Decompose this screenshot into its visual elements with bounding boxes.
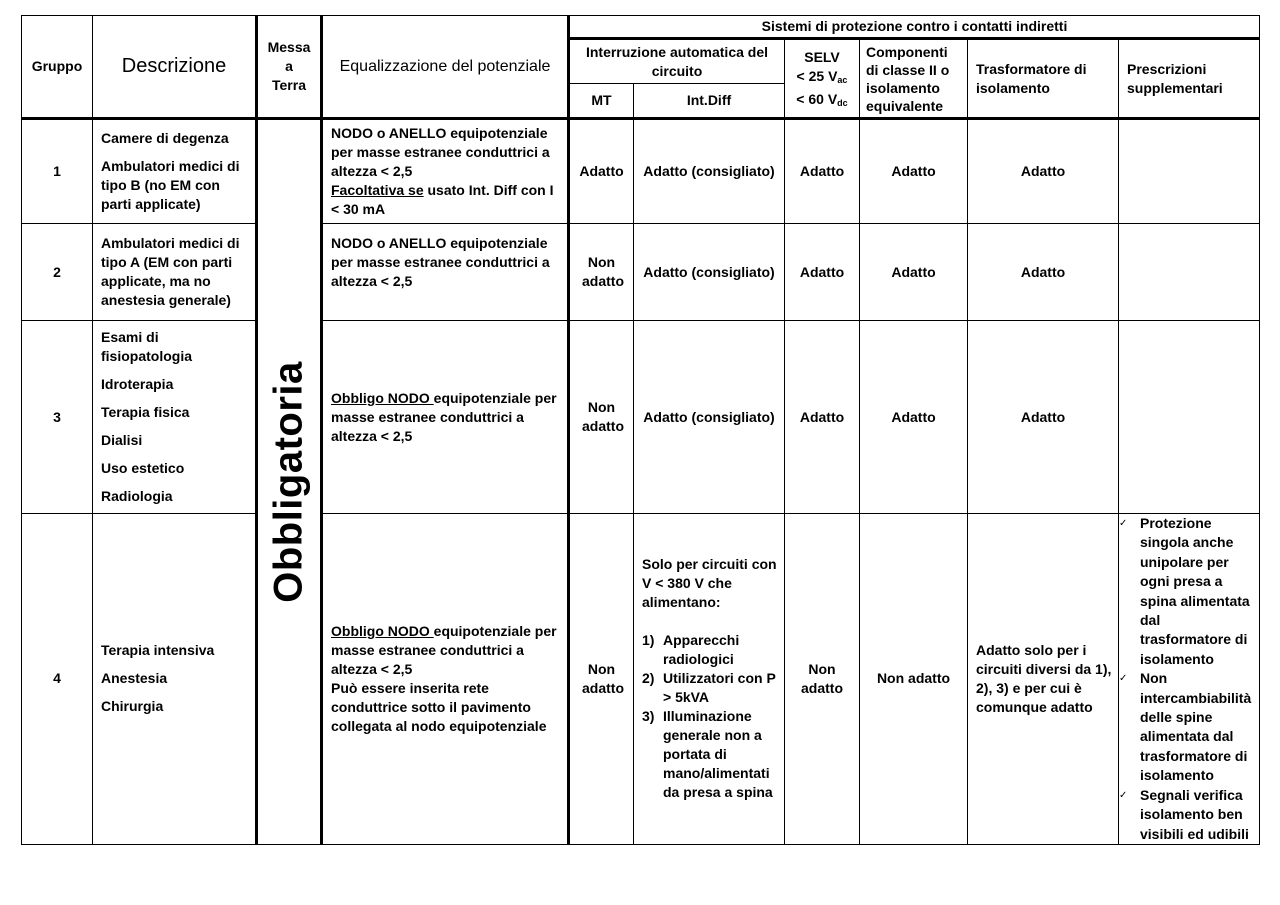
header-selv [785, 39, 860, 119]
header-selv-label: SELV [804, 49, 840, 65]
equalizzazione-extra: Può essere inserita rete conduttrice sotto il pavimento collegata al nodo equipotenziale [331, 679, 547, 734]
descrizione-item: Terapia fisica [101, 404, 190, 420]
header-selv-dc: < 60 $V_{dc}$ [796, 91, 848, 108]
int-diff-list-item: 1) Apparecchi radiologici [642, 632, 740, 668]
componenti-cell: Adatto [860, 119, 968, 224]
equalizzazione-cell [322, 321, 569, 514]
descrizione-item: Chirurgia [101, 698, 164, 715]
trasformatore-cell: Adatto [968, 224, 1119, 321]
descrizione-item: Radiologia [101, 488, 173, 504]
gruppo-cell: 3 [22, 321, 93, 514]
prescrizioni-item: ✓ Non intercambiabilità delle spine alimentata dal trasformatore di isolamento [1119, 670, 1252, 784]
header-interruzione: Interruzione automatica del circuito [569, 39, 785, 84]
header-componenti: Componenti di classe II o isolamento equivalente [860, 39, 968, 119]
list-number: 2) [642, 670, 655, 687]
equalizzazione-rest: equipotenziale per masse estranee conduttrici a altezza < 2,5 [331, 622, 557, 677]
header-messa-line-3: Terra [272, 77, 306, 93]
descrizione-cell [93, 224, 257, 321]
int-diff-intro: Solo per circuiti con V < 380 V che alimentano: [642, 556, 777, 611]
messa-a-terra-cell [257, 119, 322, 845]
trasformatore-cell: Adatto [968, 119, 1119, 224]
prescrizioni-cell [1119, 224, 1260, 321]
table-row [22, 514, 1260, 845]
int-diff-list [642, 631, 780, 802]
header-messa-a-terra [257, 16, 322, 119]
list-number: 1) [642, 632, 655, 649]
selv-cell: Adatto [785, 321, 860, 514]
table-row [22, 224, 1260, 321]
table-row [22, 119, 1260, 224]
descrizione-cell [93, 514, 257, 845]
descrizione-item: Terapia intensiva [101, 642, 215, 659]
descrizione-item: Ambulatori medici di tipo A (EM con parti applicate, ma no anestesia generale) [101, 235, 240, 308]
header-gruppo: Gruppo [22, 16, 93, 119]
table-row [22, 321, 1260, 514]
equalizzazione-cell [322, 119, 569, 224]
selv-cell: Adatto [785, 224, 860, 321]
mt-cell: Non adatto [569, 321, 634, 514]
int-diff-cell: Adatto (consigliato) [634, 224, 785, 321]
header-sistemi: Sistemi di protezione contro i contatti indiretti [569, 16, 1260, 39]
int-diff-cell: Adatto (consigliato) [634, 119, 785, 224]
int-diff-list-item: 2) Utilizzatori con P > 5kVA [642, 670, 776, 706]
prescrizioni-list [1119, 514, 1255, 844]
prescrizioni-cell [1119, 119, 1260, 224]
descrizione-item: Anestesia [101, 670, 168, 687]
prescrizioni-item: ✓ Segnali verifica isolamento ben visibili ed udibili [1119, 786, 1249, 842]
mt-cell: Non adatto [569, 514, 634, 845]
equalizzazione-underlined: Facoltativa se [331, 182, 424, 198]
prescrizioni-cell [1119, 514, 1260, 845]
header-int-diff: Int.Diff [634, 84, 785, 119]
gruppo-cell: 1 [22, 119, 93, 224]
componenti-cell: Non adatto [860, 514, 968, 845]
prescrizioni-cell [1119, 321, 1260, 514]
prescrizioni-item: ✓ Protezione singola anche unipolare per ogni presa a spina alimentata dal trasformatore di isolamento [1119, 515, 1250, 667]
list-number: 3) [642, 708, 655, 725]
componenti-cell: Adatto [860, 224, 968, 321]
header-messa-line-1: Messa [267, 39, 311, 55]
header-selv-ac: < 25 $V_{ac}$ [796, 68, 848, 85]
int-diff-cell: Adatto (consigliato) [634, 321, 785, 514]
check-icon: ✓ [1119, 518, 1128, 529]
descrizione-item: Ambulatori medici di tipo B (no EM con parti applicate) [101, 158, 240, 212]
gruppo-cell: 2 [22, 224, 93, 321]
descrizione-item: Camere di degenza [101, 130, 229, 146]
int-diff-cell [634, 514, 785, 845]
descrizione-item: Esami di fisiopatologia [101, 329, 192, 364]
equalizzazione-rest: equipotenziale per masse estranee conduttrici a altezza < 2,5 [331, 389, 557, 444]
mt-cell: Non adatto [569, 224, 634, 321]
header-equalizzazione: Equalizzazione del potenziale [322, 16, 569, 119]
descrizione-cell [93, 321, 257, 514]
trasformatore-cell: Adatto [968, 321, 1119, 514]
header-messa-line-2: a [285, 58, 293, 74]
descrizione-item: Uso estetico [101, 460, 185, 476]
header-trasformatore: Trasformatore di isolamento [968, 39, 1119, 119]
descrizione-item: Dialisi [101, 432, 143, 448]
check-icon: ✓ [1119, 789, 1128, 801]
componenti-cell: Adatto [860, 321, 968, 514]
gruppo-cell: 4 [22, 514, 93, 845]
equalizzazione-underlined: Obbligo NODO [331, 389, 434, 406]
equalizzazione-cell [322, 514, 569, 845]
descrizione-item: Idroterapia [101, 376, 174, 392]
selv-cell: Adatto [785, 119, 860, 224]
equalizzazione-rest: usato Int. Diff con I < 30 mA [331, 182, 554, 217]
trasformatore-cell: Adatto solo per i circuiti diversi da 1), 2), 3) e per cui è comunque adatto [968, 514, 1119, 845]
selv-cell: Non adatto [785, 514, 860, 845]
header-descrizione: Descrizione [93, 16, 257, 119]
check-icon: ✓ [1119, 673, 1128, 685]
protection-systems-table [21, 15, 1260, 845]
int-diff-list-item: 3) Illuminazione generale non a portata di mano/alimentati da presa a spina [642, 708, 773, 801]
header-mt: MT [569, 84, 634, 119]
mt-cell: Adatto [569, 119, 634, 224]
descrizione-cell [93, 119, 257, 224]
messa-a-terra-value: Obbligatoria [266, 361, 311, 603]
equalizzazione-main: NODO o ANELLO equipotenziale per masse estranee conduttrici a altezza < 2,5 [331, 125, 550, 179]
header-prescrizioni: Prescrizioni supplementari [1119, 39, 1260, 119]
equalizzazione-underlined: Obbligo NODO [331, 622, 434, 639]
equalizzazione-cell: NODO o ANELLO equipotenziale per masse estranee conduttrici a altezza < 2,5 [322, 224, 569, 321]
